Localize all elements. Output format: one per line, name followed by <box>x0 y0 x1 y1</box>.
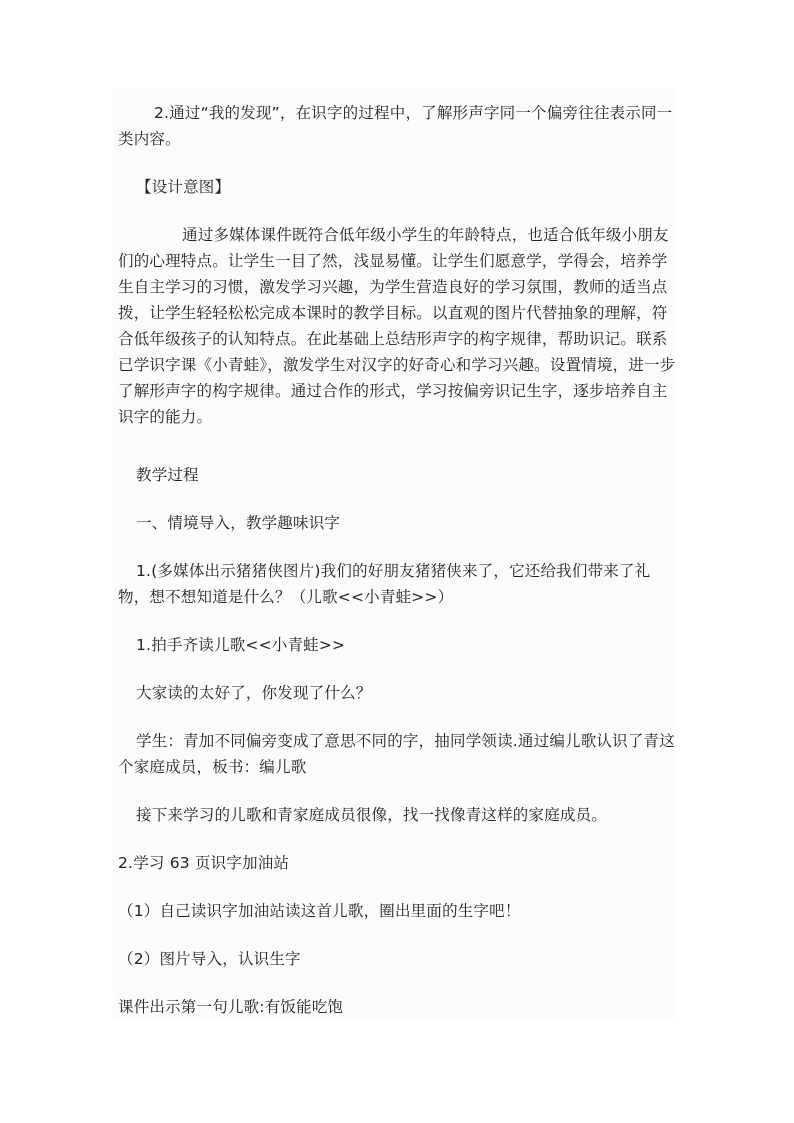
step-one-paragraph: （1）自己读识字加油站读这首儿歌，圈出里面的生字吧！ <box>118 902 521 920</box>
design-intent-paragraph: 通过多媒体课件既符合低年级小学生的年龄特点，也适合低年级小朋友们的心理特点。让学生一目了然，浅显易懂。让学生们愿意学，学得会，培养学生自主学习的习惯，激发学习兴趣，为学生营造良好的学习氛围，教师的适当点拨，让学生轻轻松松完成本课时的教学目标。以直观的图片代替抽象的理解，符合低年级孩子的认知特点。在此基础上总结形声字的构字规律，帮助识记。联系已学识字课《小青蛙》，激发学生对汉字的好奇心和学习兴趣。设置情境，进一步了解形声字的构字规律。通过合作的形式，学习按偏旁识记生字，逐步培养自主识字的能力。 <box>118 226 676 426</box>
clap-read-paragraph: 1.拍手齐读儿歌<<小青蛙>> <box>136 636 346 654</box>
intro-paragraph: 1.(多媒体出示猪猪侠图片)我们的好朋友猪猪侠来了，它还给我们带来了礼物，想不想知道是什么？（儿歌<<小青蛙>>） <box>118 562 651 606</box>
question-paragraph: 大家读的太好了，你发现了什么？ <box>136 684 372 702</box>
slide-first-line-paragraph: 课件出示第一句儿歌:有饭能吃饱 <box>118 998 344 1016</box>
objective-paragraph: 2.通过“我的发现”，在识字的过程中，了解形声字同一个偏旁往往表示同一类内容。 <box>118 104 673 148</box>
section-two-heading: 2.学习 63 页识字加油站 <box>118 854 290 872</box>
step-two-paragraph: （2）图片导入，认识生字 <box>118 950 301 968</box>
section-one-heading: 一、情境导入，教学趣味识字 <box>136 514 341 532</box>
design-intent-heading: 【设计意图】 <box>136 178 231 196</box>
student-answer-paragraph: 学生：青加不同偏旁变成了意思不同的字，抽同学领读.通过编儿歌认识了青这个家庭成员，板书：编儿歌 <box>118 732 675 776</box>
transition-paragraph: 接下来学习的儿歌和青家庭成员很像，找一找像青这样的家庭成员。 <box>136 806 608 824</box>
teaching-process-heading: 教学过程 <box>136 466 199 484</box>
